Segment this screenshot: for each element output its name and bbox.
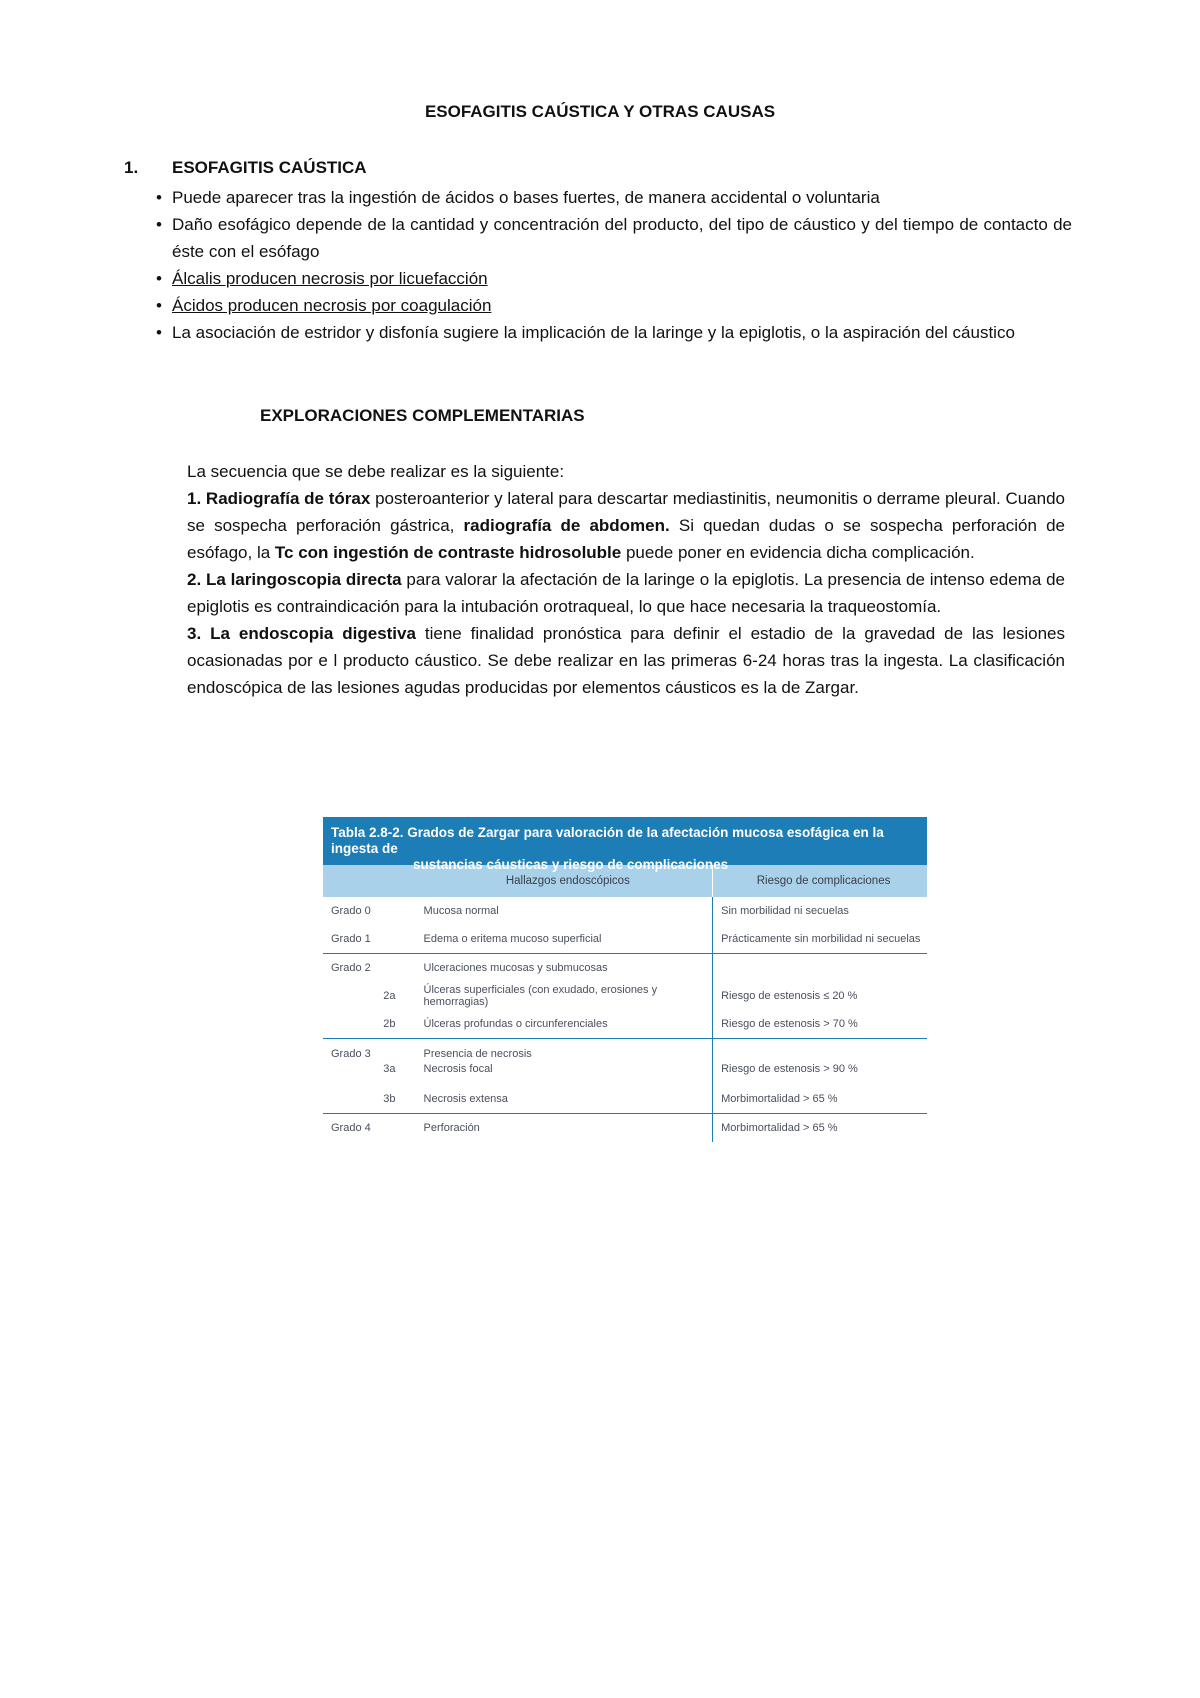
section-number: 1. (124, 158, 139, 177)
table-row: Grado 3 3a Presencia de necrosis Necrosis focal Riesgo de estenosis > 90 % (323, 1039, 927, 1086)
section-title: ESOFAGITIS CAÚSTICA (172, 158, 367, 177)
section-heading (124, 158, 367, 178)
table-row: Grado 4 Perforación Morbimortalidad > 65 % (323, 1114, 927, 1143)
table-row: 2b Úlceras profundas o circunferenciales Riesgo de estenosis > 70 % (323, 1010, 927, 1039)
list-item: • Ácidos producen necrosis por coagulación (172, 292, 1072, 319)
list-item: • Daño esofágico depende de la cantidad y concentración del producto, del tipo de cáustico y del tiempo de contacto de éste con el esófago (172, 211, 1072, 265)
body-text (187, 458, 1065, 701)
zargar-table (323, 865, 927, 1142)
header-grade (323, 865, 424, 897)
paragraph-laringoscopia: 2. La laringoscopia directa para valorar la afectación de la laringe o la epiglotis. La presencia de intenso edema de epiglotis es contraindicación para la intubación orotraqueal, lo que hace necesaria la traqueostomía. (187, 570, 1065, 616)
list-item: • Puede aparecer tras la ingestión de ácidos o bases fuertes, de manera accidental o voluntaria (172, 184, 1072, 211)
table-row: 2a Úlceras superficiales (con exudado, erosiones y hemorragias) Riesgo de estenosis ≤ 20 % (323, 982, 927, 1010)
document-title: ESOFAGITIS CAÚSTICA Y OTRAS CAUSAS (424, 102, 776, 121)
list-item: • La asociación de estridor y disfonía sugiere la implicación de la laringe y la epiglotis, o la aspiración del cáustico (172, 319, 1072, 346)
paragraph-radiografia: 1. Radiografía de tórax posteroanterior y lateral para descartar mediastinitis, neumonitis o derrame pleural. Cuando se sospecha perforación gástrica, radiografía de abdomen. Si quedan dudas o se sospecha perforación de esófago, la Tc con ingestión de contraste hidrosoluble puede poner en evidencia dicha complicación. (187, 489, 1065, 562)
table-row: Grado 0 Mucosa normal Sin morbilidad ni secuelas (323, 897, 927, 925)
intro-paragraph: La secuencia que se debe realizar es la siguiente: (187, 462, 565, 481)
table-caption: Tabla 2.8-2. Grados de Zargar para valoración de la afectación mucosa esofágica en la ingesta de sustancias cáusticas y riesgo de complicaciones (323, 817, 927, 865)
zargar-table-figure (323, 817, 927, 1142)
header-findings: Hallazgos endoscópicos (424, 865, 713, 897)
table-row: 3b Necrosis extensa Morbimortalidad > 65 % (323, 1085, 927, 1114)
table-row: Grado 1 Edema o eritema mucoso superficial Prácticamente sin morbilidad ni secuelas (323, 925, 927, 954)
bullet-list (172, 184, 1072, 346)
header-risk: Riesgo de complicaciones (713, 865, 927, 897)
list-item: • Álcalis producen necrosis por licuefacción (172, 265, 1072, 292)
table-row: Grado 2 Ulceraciones mucosas y submucosas (323, 954, 927, 983)
paragraph-endoscopia: 3. La endoscopia digestiva tiene finalidad pronóstica para definir el estadio de la gravedad de las lesiones ocasionadas por e l producto cáustico. Se debe realizar en las primeras 6-24 horas tras la ingesta. La clasificación endoscópica de las lesiones agudas producidas por elementos cáusticos es la de Zargar. (187, 624, 1065, 697)
subsection-heading: EXPLORACIONES COMPLEMENTARIAS (260, 406, 585, 425)
